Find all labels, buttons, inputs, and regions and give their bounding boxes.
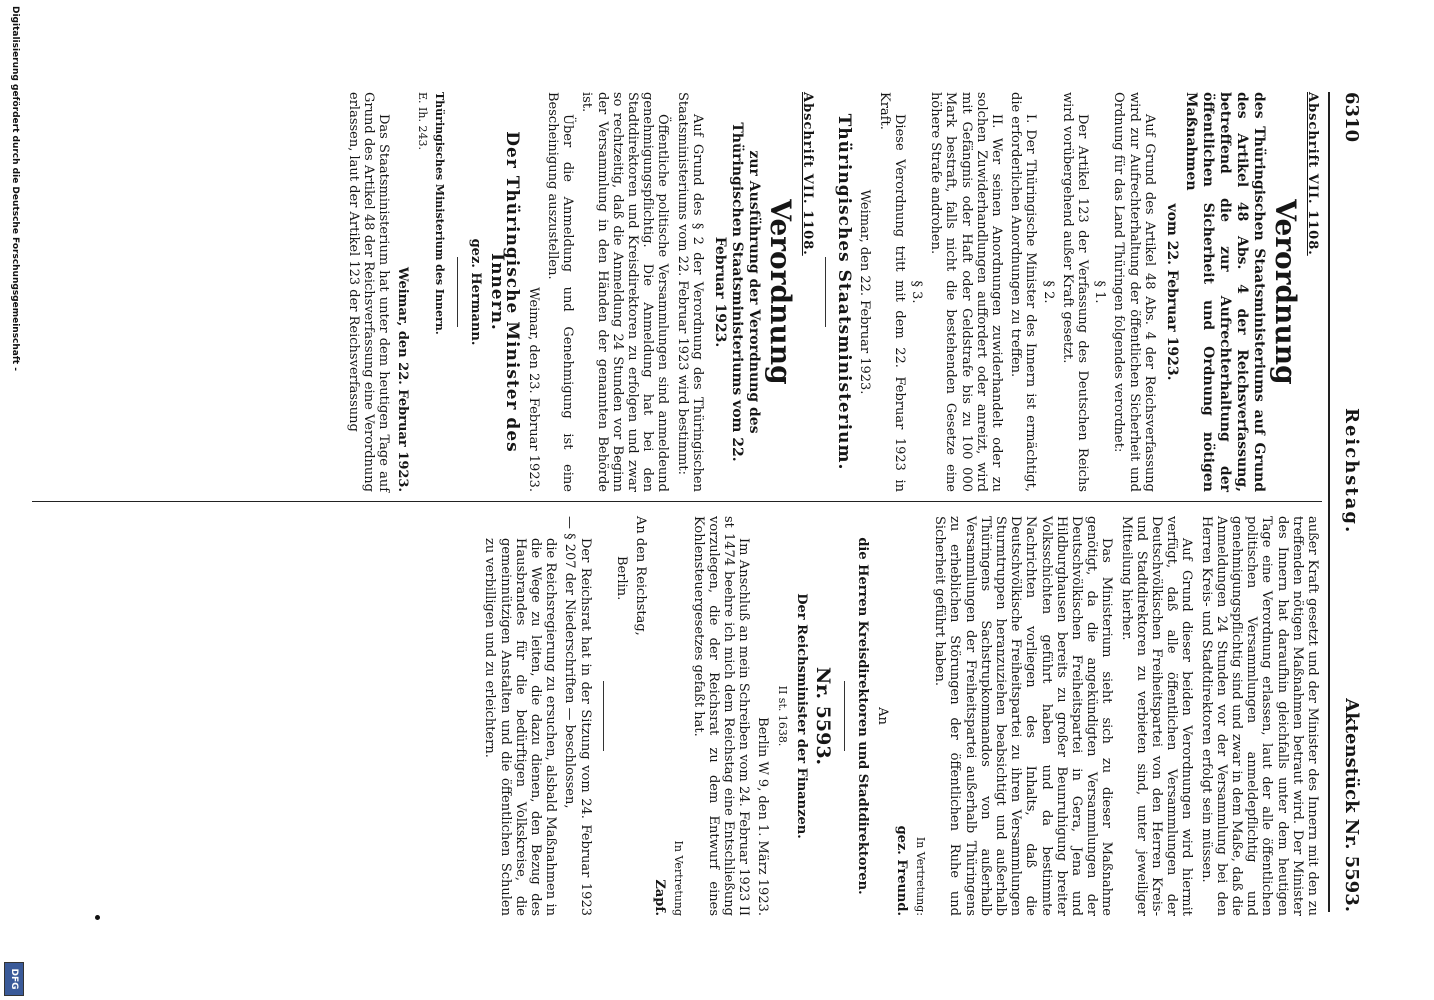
addressee-names: die Herren Kreisdirektoren und Stadtdirektoren.: [855, 537, 871, 895]
addressee-label: An: [874, 707, 890, 725]
section-3-heading: § 3.: [908, 280, 924, 304]
right-column: [478, 516, 1320, 916]
decree-subtitle: zur Ausführung der Verordnung des Thüringischen Staatsministeriums vom 22. Februar 1923.: [711, 122, 762, 462]
addressee-reichstag: An den Reichstag,: [633, 516, 649, 636]
print-speck: [95, 915, 100, 920]
decree-date: vom 22. Februar 1923.: [1163, 203, 1180, 381]
ministry-letter: [346, 92, 447, 492]
header-reichstag: Reichstag.: [1341, 408, 1362, 535]
decree-state-ministry: [825, 92, 1320, 492]
decree-title: Verordnung: [1268, 199, 1302, 385]
separator: [457, 257, 458, 327]
left-column: [342, 92, 1320, 492]
signature-vertretung: In Vertretung: [672, 840, 686, 916]
section-3-text: Diese Verordnung tritt mit dem 22. Februar 1923 in Kraft.: [876, 92, 907, 492]
page-header: [1332, 92, 1362, 912]
addressee-city: Berlin.: [613, 556, 629, 601]
decree-signed: gez. Hermann.: [468, 238, 484, 346]
reichsrat-request: die Reichsregierung zu ersuchen, alsbald Maßnahmen in die Wege zu leiten, die dazu dienen, den Bezug des Hausbrandes für die bedürftigen Volkskreise, die gemeinnützigen Anstalten und die öffentlichen Schulen zu verbilligen und zu erleichtern.: [482, 538, 559, 916]
decree-subtitle: des Thüringischen Staatsministeriums auf Grund des Artikel 48 Abs. 4 der Reichsverfassung, betreffend die zur Aufrechterhaltung der öffentlichen Sicherheit und Ordnung nötigen Maßnahmen: [1182, 92, 1267, 492]
section-1-heading: § 1.: [1092, 280, 1108, 304]
decree-paragraph: Öffentliche politische Versammlungen sind anmeldeund genehmigungspflichtig. Die Anmeldung hat bei den Stadtdirektoren und Kreisdirektoren zu erfolgen und zwar so rechtzeitig, daß die Anmeldung 24 Stunden vor Beginn der Versammlung in den Händen der genannten Behörde ist.: [579, 92, 671, 492]
separator: [603, 681, 604, 751]
header-rule: [1328, 92, 1330, 912]
copy-reference: Abschrift VII. 1108.: [799, 92, 815, 256]
finance-letter-text: Im Anschluß an mein Schreiben vom 24. Februar 1923 II st 1474 beehre ich mich dem Reichstag eine Entschließung vorzulegen, die der Reichsrat zu dem Entwurf eines Kohlensteuergesetzes gefaßt hat.: [690, 516, 752, 916]
header-document-number: Aktenstück Nr. 5593.: [1341, 698, 1362, 912]
section-2-part-1: I. Der Thüringische Minister des Innern ist ermächtigt, die erforderlichen Anordnungen zu treffen.: [1008, 92, 1039, 492]
separator: [825, 257, 826, 327]
footer-text: Digitalisierung gefördert durch die Deutsche Forschungsgemeinschaft -: [10, 6, 20, 371]
letter-paragraph: Auf Grund dieser beiden Verordnungen wird hiermit verfügt, daß alle öffentlichen Versammlungen der Deutschvölkischen Freiheitspartei von den Herren Kreis- und Stadtdirektoren zu verbieten sind, unter jeweiliger Mitteilung hierher.: [1118, 516, 1195, 916]
decree-intro: Auf Grund des Artikel 48 Abs. 4 der Reichsverfassung wird zur Aufrechterhaltung der öffentlichen Sicherheit und Ordnung für das Land Thüringen folgendes verordnet:: [1111, 92, 1157, 492]
ministry-reference: E. Ih. 243.: [415, 92, 429, 150]
section-2-heading: § 2.: [1040, 280, 1056, 304]
signature-vertretung: In Vertretung:: [913, 836, 927, 916]
copy-reference: Abschrift VII. 1108.: [1305, 92, 1320, 256]
finance-reference: II st. 1638.: [775, 685, 789, 747]
column-divider: [32, 501, 1322, 502]
page-number: 6310: [1341, 92, 1362, 143]
letter-text: Das Staatsministerium hat unter dem heutigen Tage auf Grund des Artikel 48 der Reichsverfassung eine Verordnung erlassen, laut der Artikel 123 der Reichsverfassung: [345, 92, 392, 492]
decree-implementation: [457, 92, 815, 492]
section-1-text: Der Artikel 123 der Verfassung des Deutschen Reichs wird vorübergehend außer Kraft gesetzt.: [1059, 92, 1090, 492]
signature-name: Zapf.: [652, 879, 668, 916]
finance-minister: Der Reichsminister der Finanzen.: [793, 593, 809, 839]
letter-continuation: außer Kraft gesetzt und der Minister des Innern mit den zu treffenden nötigen Maßnahmen betraut wird. Der Minister des Innern hat daraufhin gleichfalls unter dem heutigen Tage eine Verordnung erlassen, laut der alle öffentlichen politischen Versammlungen anmeldepflichtig und genehmigungspflichtig sind und zwar in dem Maße, daß die Anmeldungen 24 Stunden vor der Versammlung bei den Herren Kreis- und Stadtdirektoren erfolgt sein müssen.: [1198, 516, 1320, 916]
decree-paragraph: Auf Grund des § 2 der Verordnung des Thüringischen Staatsministeriums vom 22. Februar 1923 wird bestimmt:: [674, 92, 705, 492]
signature-name: gez. Freund.: [893, 825, 909, 916]
decree-place-date: Weimar, den 23. Februar 1923.: [525, 287, 541, 492]
decree-signature: Thüringisches Staatsministerium.: [834, 113, 855, 471]
document-number: Nr. 5593.: [812, 666, 835, 766]
decree-title: Verordnung: [763, 199, 797, 385]
letter-place-date: Weimar, den 22. Februar 1923.: [395, 266, 411, 492]
letter-paragraph: Das Ministerium sieht sich zu dieser Maßnahme genötigt, da die angekündigten Versammlungen der Deutschvölkischen Freiheitspartei in Gera, Jena und Hildburghausen bereits zu großer Beunruhigung breiter Volksschichten geführt haben und da bestimmte Nachrichten vorliegen des Inhalts, daß die Deutschvölkische Freiheitspartei zu ihren Versammlungen Sturmtruppen heranzuziehen beabsichtigt und außerhalb Thüringens Sachstrupkommandos von außerhalb Versammlungen der Freiheitspartei außerhalb Thüringens zu erheblichen Störungen der öffentlichen Ruhe und Sicherheit geführt haben.: [932, 516, 1115, 916]
decree-paragraph: Über die Anmeldung und Genehmigung ist eine Bescheinigung auszustellen.: [544, 92, 576, 492]
section-2-part-2: II. Wer seinen Anordnungen zuwiderhandelt oder zu solchen Zuwiderhandlungen auffordert oder anreizt, wird mit Gefängnis oder Haft oder Geldstrafe bis zu 100 000 Mark bestraft, falls nicht die bestehenden Gesetze eine höhere Strafe androhen.: [928, 92, 1004, 492]
decree-place-date: Weimar, den 22. Februar 1923.: [857, 189, 873, 395]
reichsrat-resolution: Der Reichsrat hat in der Sitzung vom 24. Februar 1923 — § 207 der Niederschriften — beschlossen,: [562, 516, 593, 916]
dfg-logo-icon: DFG: [4, 962, 24, 996]
decree-signature: Der Thüringische Minister des Innern.: [487, 131, 523, 453]
ministry-authority: Thüringisches Ministerium des Innern.: [432, 92, 446, 335]
finance-place-date: Berlin W 9, den 1. März 1923.: [755, 717, 771, 916]
separator: [844, 681, 845, 751]
